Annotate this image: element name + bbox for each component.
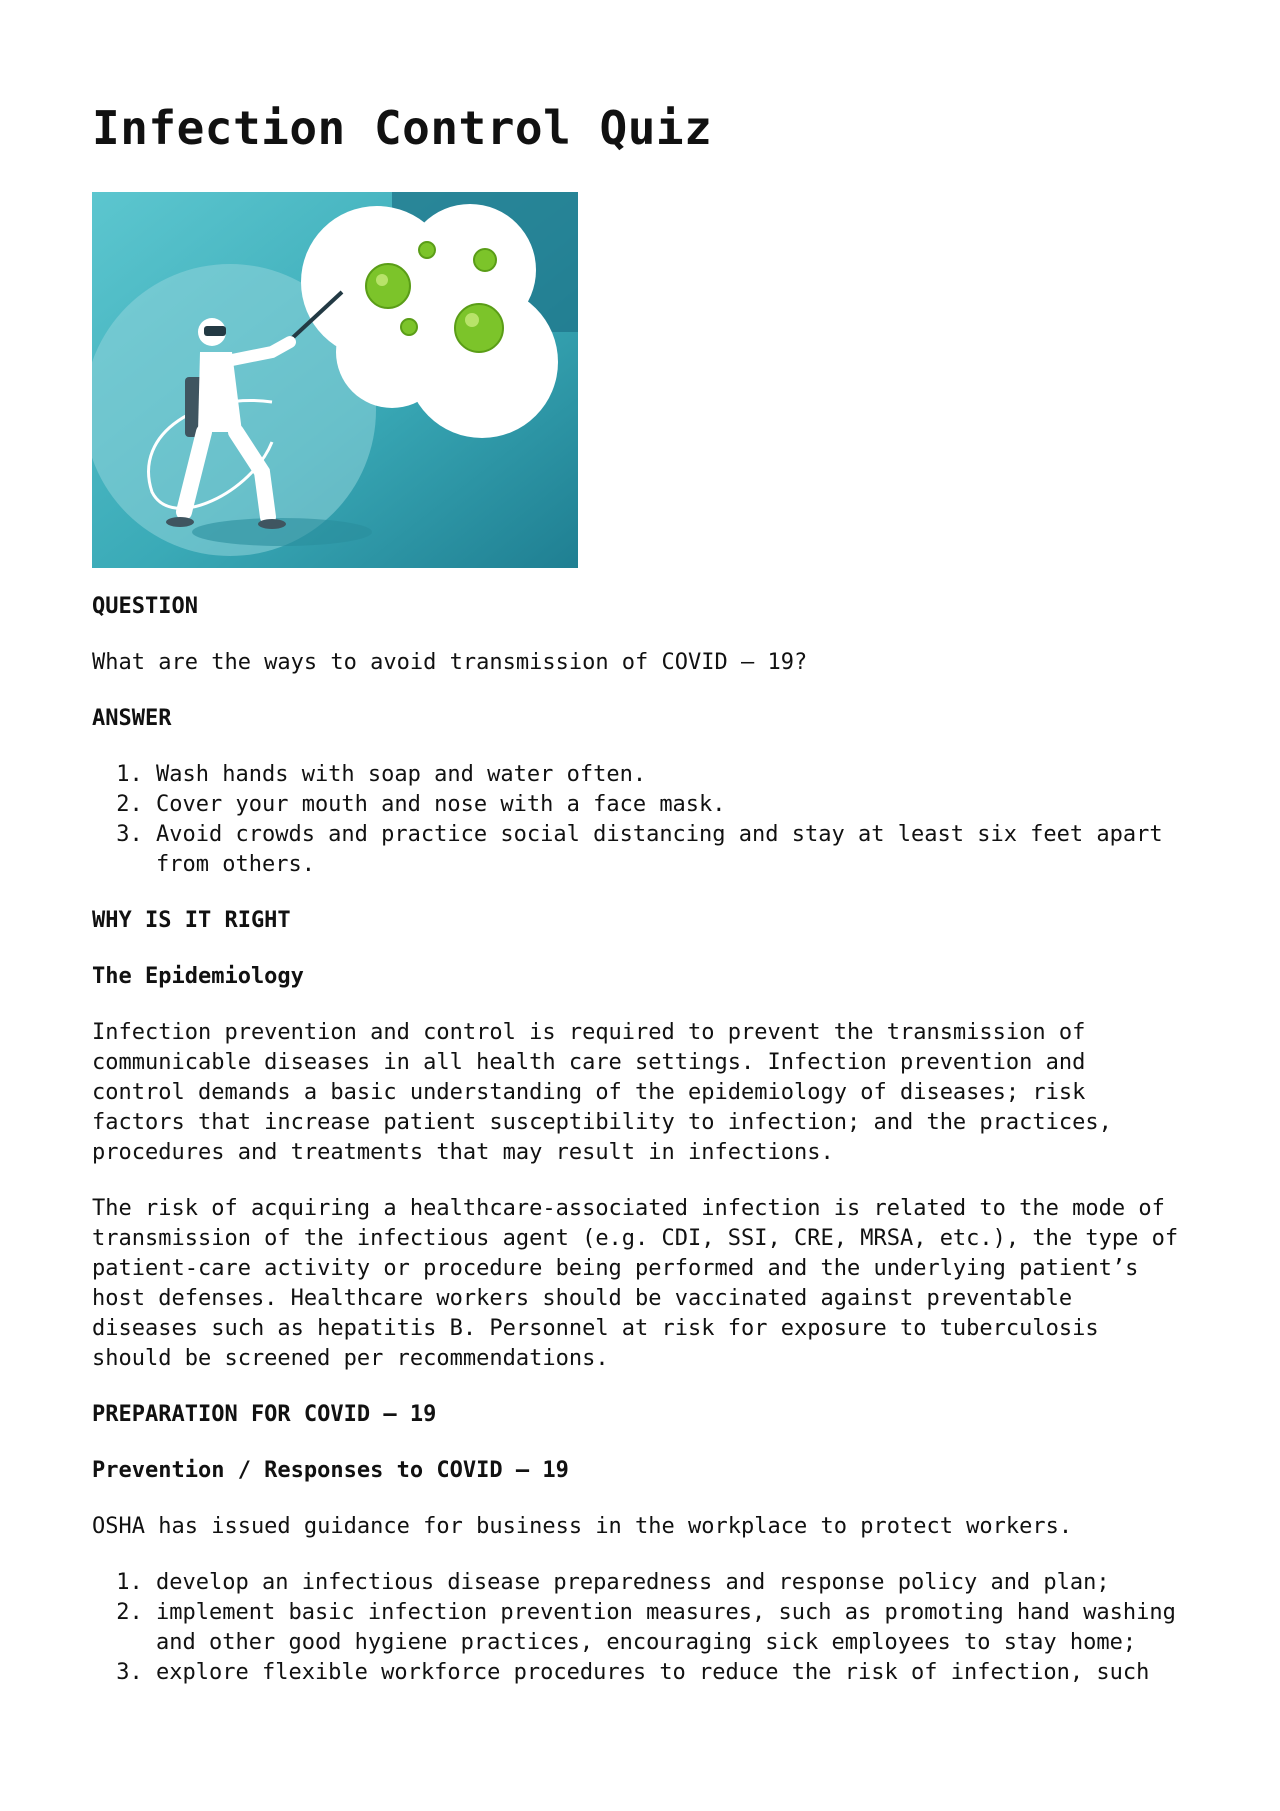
list-item: 3. explore flexible workforce procedures to reduce the risk of infection, such: [156, 1658, 1188, 1688]
preparation-label: PREPARATION FOR COVID – 19: [92, 1402, 437, 1427]
disinfection-worker-illustration: [92, 192, 578, 568]
osha-text: OSHA has issued guidance for business in the workplace to protect workers.: [92, 1514, 1073, 1539]
list-item: 1. develop an infectious disease preparedness and response policy and plan;: [156, 1568, 1188, 1598]
prevention-heading: Prevention / Responses to COVID – 19: [92, 1458, 569, 1483]
osha-list: [92, 1568, 1188, 1688]
epidemiology-heading: The Epidemiology: [92, 964, 304, 989]
answer-label: ANSWER: [92, 706, 172, 731]
list-item: 2. implement basic infection prevention measures, such as promoting hand washing and other good hygiene practices, encouraging sick employees to stay home;: [156, 1598, 1188, 1658]
why-label: WHY IS IT RIGHT: [92, 908, 291, 933]
epidemiology-paragraph-1: Infection prevention and control is required to prevent the transmission of communicable diseases in all health care settings. Infection prevention and control demands a basic understanding of the epidemiology of diseases; risk factors that increase patient susceptibility to infection; and the practices, procedures and treatments that may result in infections.: [92, 1020, 1112, 1165]
list-item: 1. Wash hands with soap and water often.: [156, 760, 1188, 790]
epidemiology-paragraph-2: The risk of acquiring a healthcare-associated infection is related to the mode of transmission of the infectious agent (e.g. CDI, SSI, CRE, MRSA, etc.), the type of patient-care activity or procedure being performed and the underlying patient’s host defenses. Healthcare workers should be vaccinated against preventable diseases such as hepatitis B. Personnel at risk for exposure to tuberculosis should be screened per recommendations.: [92, 1196, 1179, 1371]
list-item: 3. Avoid crowds and practice social distancing and stay at least six feet apart from others.: [156, 820, 1188, 880]
question-text: What are the ways to avoid transmission of COVID – 19?: [92, 650, 808, 675]
list-item: 2. Cover your mouth and nose with a face mask.: [156, 790, 1188, 820]
answer-list: [92, 760, 1188, 880]
question-label: QUESTION: [92, 594, 198, 619]
page-title: Infection Control Quiz: [92, 101, 713, 155]
